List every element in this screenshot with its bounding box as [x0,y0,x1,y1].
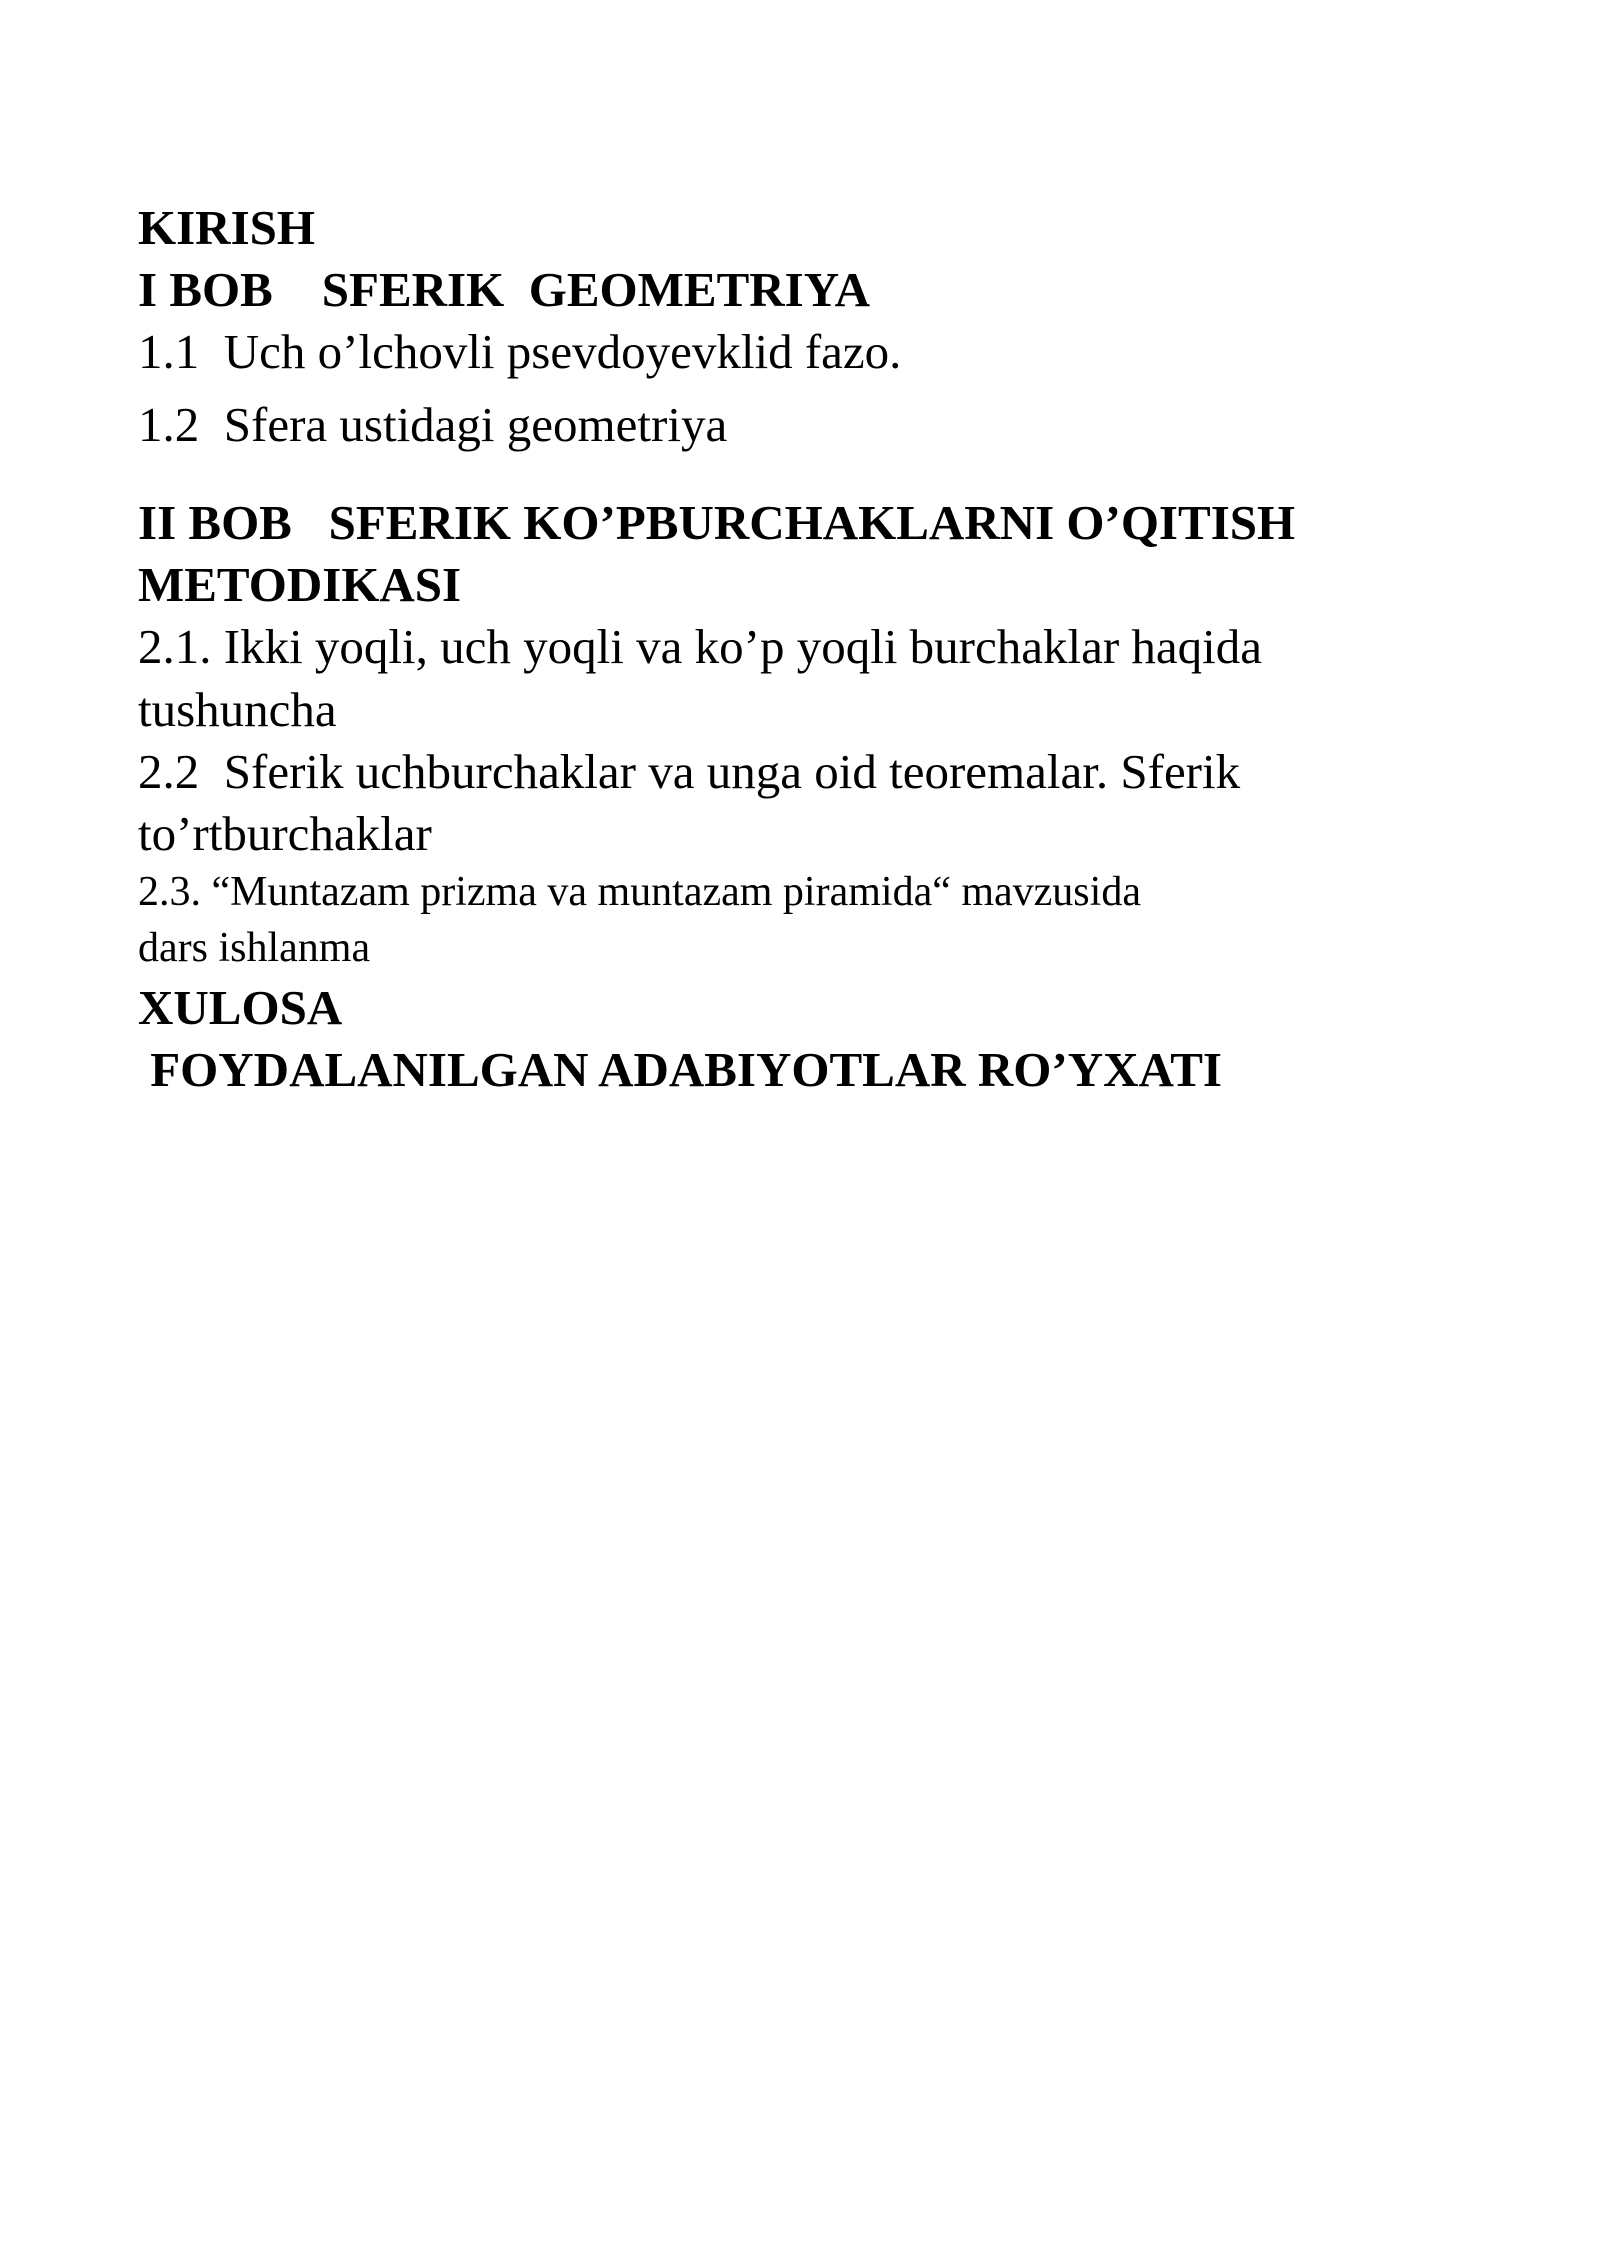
toc-chapter-2-line-1: II BOB SFERIK KO’PBURCHAKLARNI O’QITISH [138,495,1296,550]
toc-section-1-2: 1.2 Sfera ustidagi geometriya [138,397,728,452]
toc-conclusion: XULOSA [138,980,343,1035]
toc-section-2-3-line-1: 2.3. “Muntazam prizma va muntazam piramida“ mavzusida [138,869,1141,915]
toc-chapter-2-line-2: METODIKASI [138,557,462,612]
toc-section-2-2-line-2: to’rtburchaklar [138,806,432,861]
toc-introduction: KIRISH [138,200,316,255]
toc-section-2-2-line-1: 2.2 Sferik uchburchaklar va unga oid teoremalar. Sferik [138,744,1241,799]
toc-references: FOYDALANILGAN ADABIYOTLAR RO’YXATI [138,1042,1222,1097]
toc-section-2-1-line-2: tushuncha [138,682,337,737]
toc-section-2-1-line-1: 2.1. Ikki yoqli, uch yoqli va ko’p yoqli burchaklar haqida [138,619,1263,674]
toc-section-1-1: 1.1 Uch o’lchovli psevdoyevklid fazo. [138,324,902,379]
toc-chapter-1: I BOB SFERIK GEOMETRIYA [138,262,870,317]
toc-section-2-3-line-2: dars ishlanma [138,925,371,971]
